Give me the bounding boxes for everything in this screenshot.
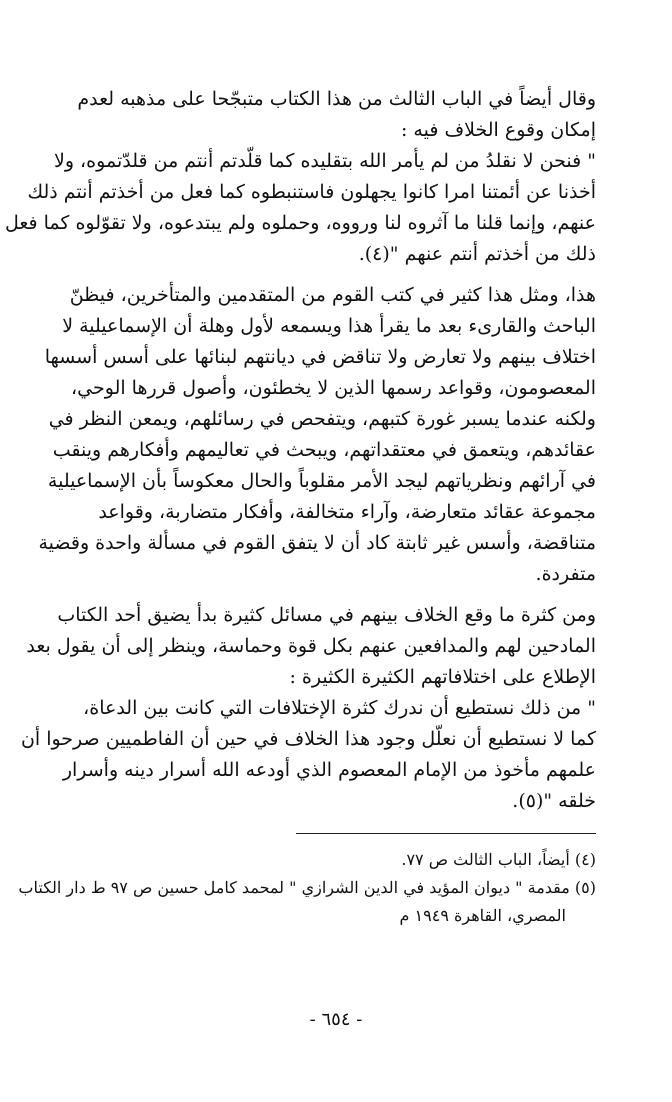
paragraph-disagreement	[26, 600, 596, 693]
text-line: أخذنا عن أئمتنا امرا كانوا يجهلون فاستنبطوه كما فعل من أخذتم أنتم ذلك	[27, 181, 596, 203]
text-line: ومن كثرة ما وقع الخلاف بينهم في مسائل كثيرة بدأ يضيق أحد الكتاب	[57, 604, 596, 626]
text-line: اختلاف بينهم ولا تعارض ولا تناقض في ديانتهم لبنائها على أسس أسسها	[44, 346, 596, 368]
footnote-line: المصري، القاهرة ١٩٤٩ م	[399, 906, 566, 925]
quotation-two	[20, 693, 596, 817]
text-line: المادحين لهم والمدافعين عنهم بكل قوة وحماسة، وينظر إلى أن يقول بعد	[26, 635, 596, 657]
spacer	[70, 590, 596, 600]
paragraph-analysis	[38, 280, 596, 590]
footnote-divider	[296, 833, 596, 834]
footnotes	[18, 846, 596, 930]
footnote-4	[70, 846, 596, 874]
text-line: ولكنه عندما يسبر غورة كتبهم، ويتفحص في رسائلهم، ويمعن النظر في	[48, 408, 596, 430]
text-line: عنهم، وإنما قلنا ما آثروه لنا ورووه، وحملوه ولم يبتدعوه، ولا تقوّلوه كما فعل	[4, 212, 596, 234]
text-line: كما لا نستطيع أن نعلّل وجود هذا الخلاف في حين أن الفاطميين صرحوا أن	[20, 728, 596, 750]
main-text	[4, 84, 596, 817]
text-line: وقال أيضاً في الباب الثالث من هذا الكتاب متبجّحا على مذهبه لعدم	[77, 88, 596, 110]
text-line: المعصومون، وقواعد رسمها الذين لا يخطئون، وأصول قررها الوحي،	[71, 377, 596, 399]
text-line: " فنحن لا نقلدُ من لم يأمر الله بتقليده كما قلّدتم أنتم من قلدّتموه، ولا	[54, 150, 596, 172]
text-line: في آرائهم ونظرياتهم ليجد الأمر مقلوباً والحال معكوساً بأن الإسماعيلية	[47, 470, 596, 492]
text-line: ذلك من أخذتم أنتم عنهم "(٤).	[358, 243, 596, 265]
text-line: عقائدهم، ويتعمق في معتقداتهم، ويبحث في تعاليمهم وأفكارهم وينقب	[52, 439, 596, 461]
text-line: متناقضة، وأسس غير ثابتة كاد أن لا يتفق القوم في مسألة واحدة وقضية	[38, 532, 596, 554]
text-line: علمهم مأخوذ من الإمام المعصوم الذي أودعه الله أسرار دينه وأسرار	[62, 759, 596, 781]
text-line: " من ذلك نستطيع أن ندرك كثرة الإختلافات التي كانت بين الدعاة،	[83, 697, 596, 719]
text-line: متفردة.	[535, 563, 596, 585]
text-line: إمكان وقوع الخلاف فيه :	[400, 119, 596, 141]
footnote-5	[18, 874, 596, 930]
footnote-line: (٥) مقدمة " ديوان المؤيد في الدين الشرازي " لمحمد كامل حسين ص ٩٧ ط دار الكتاب	[18, 878, 596, 897]
text-line: مجموعة عقائد متعارضة، وآراء متخالفة، وأفكار متضاربة، وقواعد	[98, 501, 596, 523]
text-line: هذا، ومثل هذا كثير في كتب القوم من المتقدمين والمتأخرين، فيظنّ	[69, 284, 596, 306]
quotation-one	[4, 146, 596, 270]
text-line: خلقه "(٥).	[512, 790, 596, 812]
footnote-line: (٤) أيضاً، الباب الثالث ص ٧٧.	[401, 850, 596, 869]
paragraph-intro	[70, 84, 596, 146]
text-line: الإطلاع على اختلافاتهم الكثيرة الكثيرة :	[289, 666, 596, 688]
spacer	[70, 270, 596, 280]
text-line: الباحث والقارىء بعد ما يقرأ هذا ويسمعه لأول وهلة أن الإسماعيلية لا	[62, 315, 596, 337]
page-number: - ٦٥٤ -	[309, 1009, 363, 1030]
